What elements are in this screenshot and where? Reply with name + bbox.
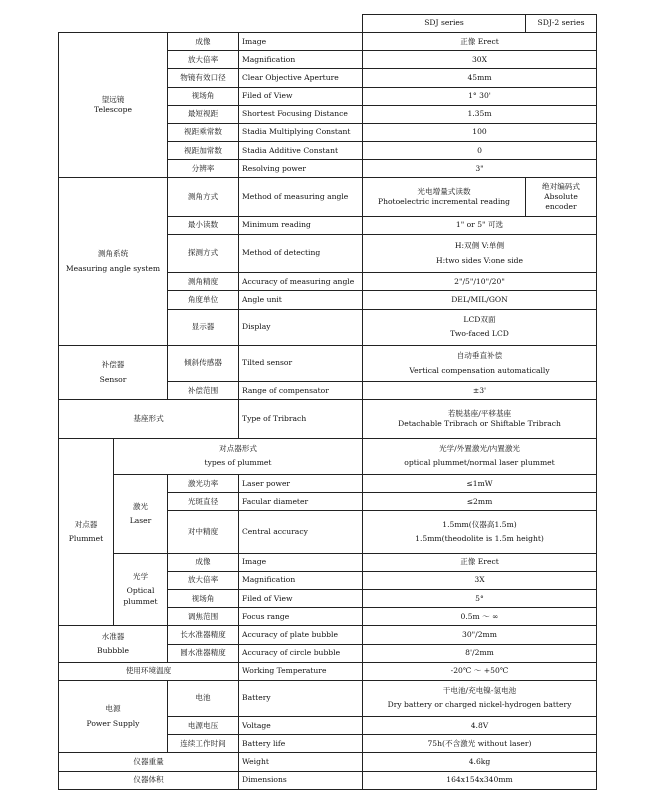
method-sdj-value: 光电增量式读数 Photoelectric incremental reading (363, 178, 526, 216)
table-row: 最小读数 Minimum reading 1" or 5" 可选 (59, 216, 597, 234)
table-row: 对点器 Plummet 对点器形式 types of plummet 光学/外置激光/内置激光 optical plummet/normal laser plummet (59, 438, 597, 474)
table-row: 物镜有效口径 Clear Objective Aperture 45mm (59, 69, 597, 87)
table-row: 放大倍率 Magnification 30X (59, 51, 597, 69)
table-row: 对中精度 Central accuracy 1.5mm(仪器高1.5m) 1.5mm(theodolite is 1.5m height) (59, 511, 597, 553)
table-row: 放大倍率 Magnification 3X (59, 571, 597, 589)
table-row: 显示器 Display LCD双面 Two-faced LCD (59, 309, 597, 345)
angle-group-label: 测角系统 Measuring angle system (59, 178, 168, 345)
table-row: 最短视距 Shortest Focusing Distance 1.35m (59, 105, 597, 123)
table-row: 使用环境温度 Working Temperature -20℃ ～ +50℃ (59, 662, 597, 680)
telescope-group-label: 望远镜 Telescope (59, 33, 168, 178)
table-row: 激光 Laser 激光功率 Laser power ≤1mW (59, 475, 597, 493)
power-group-label: 电源 Power Supply (59, 680, 168, 753)
laser-group-label: 激光 Laser (114, 475, 168, 554)
table-row: 仪器体积 Dimensions 164x154x340mm (59, 771, 597, 789)
header-sdj2-series: SDJ-2 series (526, 15, 597, 33)
table-row: 望远镜 Telescope 成像 Image 正像 Erect (59, 33, 597, 51)
table-row: 测角精度 Accuracy of measuring angle 2"/5"/10"/20" (59, 273, 597, 291)
table-row: 探测方式 Method of detecting H:双侧 V:单侧 H:two sides V:one side (59, 234, 597, 272)
table-row: 调焦范围 Focus range 0.5m ～ ∞ (59, 608, 597, 626)
header-sdj-series: SDJ series (363, 15, 526, 33)
table-row: 圆水准器精度 Accuracy of circle bubble 8'/2mm (59, 644, 597, 662)
table-row: 角度单位 Angle unit DEL/MIL/GON (59, 291, 597, 309)
bubble-group-label: 水准器 Bubbble (59, 626, 168, 662)
table-row: 视距加常数 Stadia Additive Constant 0 (59, 142, 597, 160)
table-row: 电源电压 Voltage 4.8V (59, 717, 597, 735)
table-row: 光学 Optical plummet 成像 Image 正像 Erect (59, 553, 597, 571)
table-row: 补偿器 Sensor 倾斜传感器 Tilted sensor 自动垂直补偿 Vertical compensation automatically (59, 345, 597, 381)
optical-group-label: 光学 Optical plummet (114, 553, 168, 626)
table-row: 光斑直径 Facular diameter ≤2mm (59, 493, 597, 511)
table-row: 电源 Power Supply 电池 Battery 干电池/充电镍-氢电池 Dry battery or charged nickel-hydrogen battery (59, 680, 597, 716)
compensator-group-label: 补偿器 Sensor (59, 345, 168, 399)
spec-table (58, 14, 597, 790)
plummet-group-label: 对点器 Plummet (59, 438, 114, 626)
table-row: 测角系统 Measuring angle system 测角方式 Method of measuring angle 光电增量式读数 Photoelectric incremental reading 绝对编码式 Absolute encoder (59, 178, 597, 216)
table-row: 视距乘常数 Stadia Multiplying Constant 100 (59, 123, 597, 141)
table-row: 分辨率 Resolving power 3" (59, 160, 597, 178)
method-sdj2-value: 绝对编码式 Absolute encoder (526, 178, 597, 216)
table-row: 基座形式 Type of Tribrach 若脱基座/平移基座 Detachable Tribrach or Shiftable Tribrach (59, 400, 597, 438)
table-row: 视场角 Filed of View 5° (59, 590, 597, 608)
table-row: 水准器 Bubbble 长水准器精度 Accuracy of plate bubble 30"/2mm (59, 626, 597, 644)
table-row: 仪器重量 Weight 4.6kg (59, 753, 597, 771)
table-row: 视场角 Filed of View 1° 30' (59, 87, 597, 105)
header-row (59, 15, 597, 33)
table-row: 连续工作时间 Battery life 75h(不含激光 without laser) (59, 735, 597, 753)
table-row: 补偿范围 Range of compensator ±3' (59, 382, 597, 400)
